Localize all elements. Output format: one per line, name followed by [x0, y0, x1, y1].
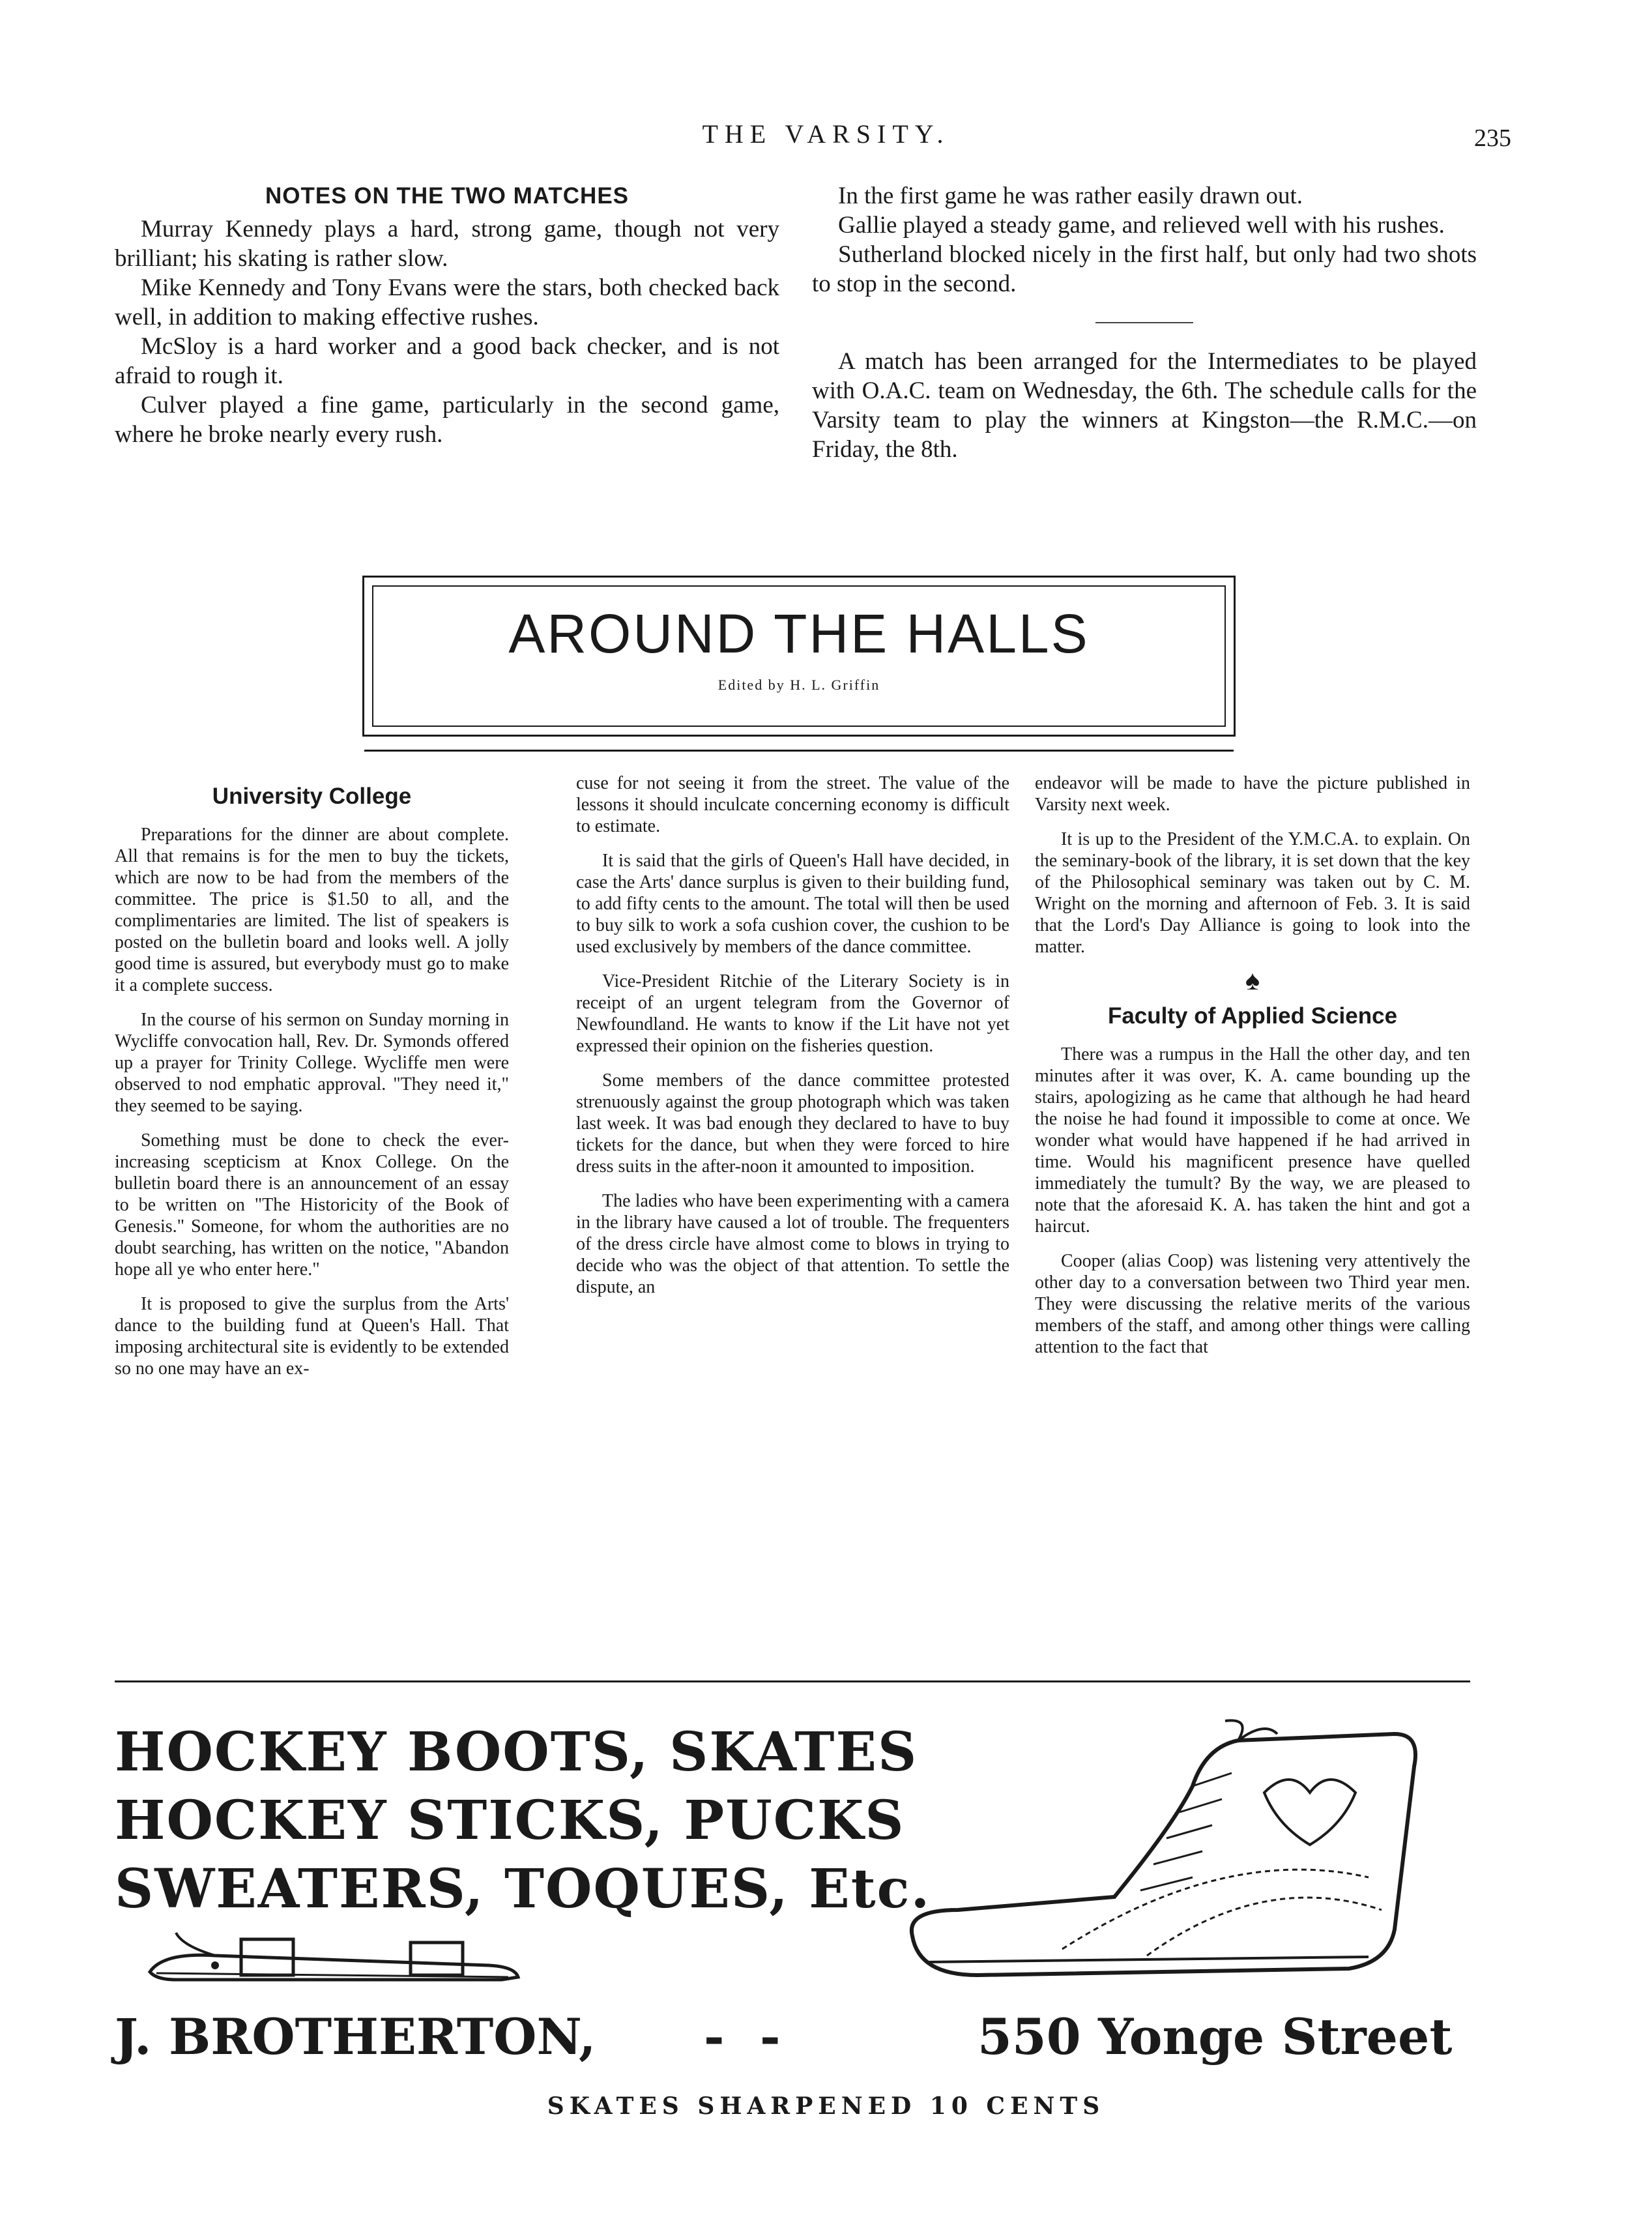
- middle-column: [576, 772, 1009, 1311]
- notes-right-column: [812, 181, 1477, 464]
- notes-paragraph: Sutherland blocked nicely in the first half, but only had two shots to stop in the second.: [812, 241, 1477, 297]
- article-paragraph: Something must be done to check the ever-increasing scepticism at Knox College. On the bulletin board there is an announcement of an essay to be written on "The Historicity of the Book of Genesis." Someone, for whom the authorities are no doubt searching, has written on the notice, "Abandon hope all ye who enter here.": [115, 1130, 509, 1280]
- spade-ornament-icon: ♠: [1245, 966, 1260, 996]
- section-heading: Faculty of Applied Science: [1107, 1003, 1398, 1029]
- article-paragraph: cuse for not seeing it from the street. The value of the lessons it should inculcate concerning economy is difficult to estimate.: [576, 773, 1009, 836]
- notes-title: NOTES ON THE TWO MATCHES: [265, 183, 630, 209]
- article-paragraph: Vice-President Ritchie of the Literary Society is in receipt of an urgent telegram from the Governor of Newfoundland. He wants to know if the Lit have not yet expressed their opinion on the fisheries question.: [576, 971, 1009, 1056]
- running-head: THE VARSITY.: [702, 119, 950, 149]
- ad-line-sticks-pucks: HOCKEY STICKS, PUCKS: [115, 1789, 905, 1852]
- banner-subtitle: Edited by H. L. Griffin: [717, 677, 880, 693]
- article-paragraph: The ladies who have been experimenting with a camera in the library have caused a lot of trouble. The frequenters of the dress circle have almost come to blows in trying to decide who was the object of that attention. To settle the dispute, an: [576, 1191, 1009, 1297]
- article-paragraph: It is proposed to give the surplus from the Arts' dance to the building fund at Queen's Hall. That imposing architectural site is evidently to be extended so no one may have an ex-: [115, 1294, 509, 1379]
- article-paragraph: Preparations for the dinner are about complete. All that remains is for the men to buy the tickets, which are now to be had from the members of the committee. The price is $1.50 to all, and the complimentaries are limited. The list of speakers is posted on the bulletin board and looks well. A jolly good time is assured, but everybody must go to make it a complete success.: [115, 825, 509, 995]
- merchant-name: J. BROTHERTON,: [115, 2008, 596, 2066]
- notes-paragraph: Gallie played a steady game, and relieved well with his rushes.: [838, 212, 1445, 239]
- match-announcement: A match has been arranged for the Intermediates to be played with O.A.C. team on Wednesday, the 6th. The schedule calls for the Varsity team to play the winners at Kingston—the R.M.C.—on Friday, the 8th.: [812, 348, 1477, 463]
- notes-paragraph: In the first game he was rather easily drawn out.: [838, 183, 1303, 209]
- right-column: [1035, 772, 1470, 1371]
- notes-paragraph: Culver played a fine game, particularly in the second game, where he broke nearly every rush.: [115, 392, 779, 448]
- article-paragraph: In the course of his sermon on Sunday morning in Wycliffe convocation hall, Rev. Dr. Symonds offered up a prayer for Trinity College. Wycliffe men were observed to nod emphatic approval. "They need it," they seemed to be saying.: [115, 1010, 509, 1116]
- article-paragraph: It is said that the girls of Queen's Hall have decided, in case the Arts' dance surplus is given to their building fund, to add fifty cents to the amount. The total will then be used to buy silk to work a sofa cushion cover, the cushion to be used exclusively by members of the dance committee.: [576, 851, 1009, 957]
- advertisement-rule: [115, 1680, 1470, 1682]
- article-paragraph: There was a rumpus in the Hall the other day, and ten minutes after it was over, K. A. came bounding up the stairs, apologizing as he came that although he had heard the noise he had found it impossible to come at once. We wonder what would have happened if he had arrived in time. Would his magnificent presence have quelled immediately the tumult? By the way, we are pleased to note that the aforesaid K. A. has taken the hint and got a haircut.: [1035, 1044, 1470, 1237]
- merchant-address: 550 Yonge Street: [978, 2008, 1453, 2066]
- ad-line-sweaters-toques: SWEATERS, TOQUES, Etc.: [115, 1858, 931, 1920]
- skate-blade-icon: [137, 1926, 528, 2017]
- ad-footer: SKATES SHARPENED 10 CENTS: [547, 2092, 1105, 2120]
- ad-dashes: - -: [704, 2008, 790, 2066]
- banner-underline: [364, 750, 1234, 752]
- article-paragraph: endeavor will be made to have the picture published in Varsity next week.: [1035, 773, 1470, 815]
- banner-title: AROUND THE HALLS: [508, 603, 1090, 664]
- page-number: 235: [1474, 125, 1511, 152]
- article-paragraph: It is up to the President of the Y.M.C.A. to explain. On the seminary-book of the library, it is set down that the key of the Philosophical seminary was taken out by C. M. Wright on the morning and afternoon of Feb. 3. It is said that the Lord's Day Alliance is going to look into the matter.: [1035, 829, 1470, 957]
- notes-left-column: [115, 181, 779, 449]
- hockey-boot-icon: [899, 1714, 1473, 2001]
- notes-paragraph: Murray Kennedy plays a hard, strong game, though not very brilliant; his skating is rather slow.: [115, 216, 779, 272]
- notes-paragraph: McSloy is a hard worker and a good back checker, and is not afraid to rough it.: [115, 333, 779, 389]
- university-college-column: [115, 772, 509, 1392]
- article-paragraph: Cooper (alias Coop) was listening very attentively the other day to a conversation between two Third year men. They were discussing the relative merits of the various members of the staff, and among other things were calling attention to the fact that: [1035, 1251, 1470, 1357]
- article-paragraph: Some members of the dance committee protested strenuously against the group photograph which was taken last week. It was bad enough they declared to have to buy tickets for the dance, but when they were forced to hire dress suits in the after-noon it amounted to imposition.: [576, 1070, 1009, 1177]
- ad-line-boots-skates: HOCKEY BOOTS, SKATES: [115, 1721, 918, 1783]
- divider: [1095, 322, 1193, 323]
- section-heading: University College: [212, 784, 412, 809]
- notes-paragraph: Mike Kennedy and Tony Evans were the stars, both checked back well, in addition to making effective rushes.: [115, 274, 779, 330]
- section-banner: [362, 576, 1236, 737]
